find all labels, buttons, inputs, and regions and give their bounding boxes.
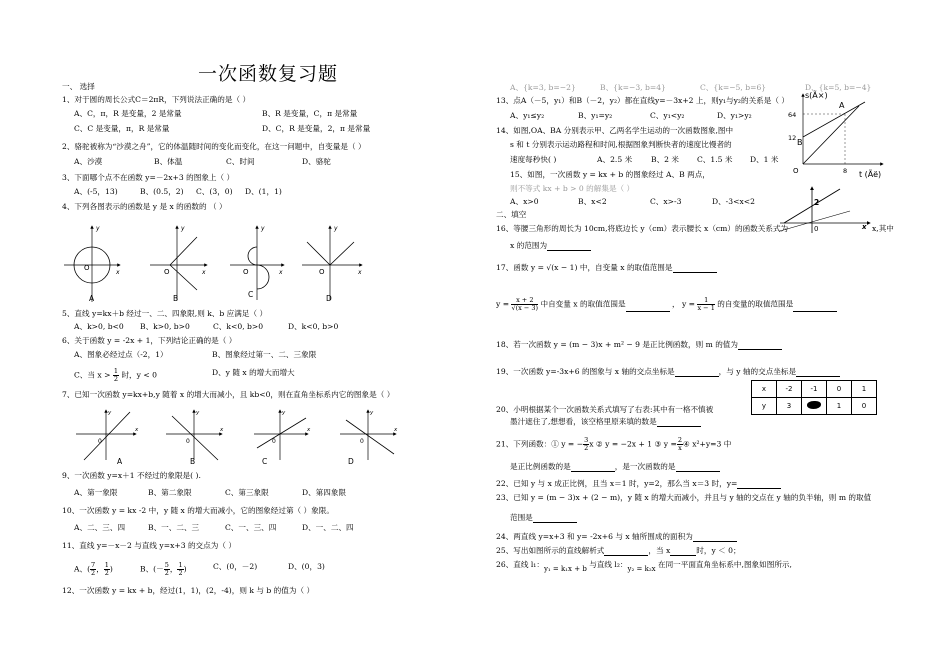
q7-label-a: A xyxy=(117,457,123,466)
answer-blank[interactable] xyxy=(670,547,696,556)
q14-figure xyxy=(783,88,893,183)
table-row: y 3 1 0 xyxy=(752,398,877,415)
svg-text:y: y xyxy=(370,410,374,416)
q12-option-b: B、{k=−3, b=4} xyxy=(600,83,666,92)
table-row: x -2 -1 0 1 xyxy=(752,381,877,398)
answer-blank[interactable] xyxy=(675,368,719,377)
q5: 5、直线 y=kx＋b 经过一、二、四象限,则 k、b 应满足（ ） xyxy=(62,309,268,318)
svg-text:x: x xyxy=(862,223,867,231)
q7-label-b: B xyxy=(190,457,196,466)
q4-graph-d xyxy=(302,225,362,303)
svg-text:x: x xyxy=(394,427,398,433)
q3-option-b: B、(0.5，2) xyxy=(140,187,184,196)
q15-line1: 15、如图，一次函数 y = kx + b 的图象经过 A、B 两点， xyxy=(510,170,710,179)
ink-blot xyxy=(802,398,827,415)
q4a-x: x xyxy=(116,269,120,276)
svg-text:0: 0 xyxy=(98,438,102,445)
q9-option-a: A、第一象限 xyxy=(74,488,118,497)
svg-text:x: x xyxy=(220,427,224,433)
q13: 13、点A（－5，y₁）和B（－2，y₂）都在直线y=－3x+2 上，则y₁与y₂的关系是（ ） xyxy=(496,96,789,105)
q14-option-c: C、1.5 米 xyxy=(697,155,733,164)
q4-graph-c xyxy=(230,225,284,300)
q4-label-c: C xyxy=(248,290,254,299)
answer-blank[interactable] xyxy=(793,303,837,312)
q16-tail: x,其中 xyxy=(872,224,894,233)
svg-text:O: O xyxy=(319,268,325,276)
q4-label-a: A xyxy=(89,294,95,303)
q7-label-c: C xyxy=(262,457,268,466)
q15-option-d: D、-3<x<2 xyxy=(712,197,755,206)
q7: 7、已知一次函数 y=kx+b,y 随着 x 的增大而减小，且 kb<0，则在直角坐标系内它的图象是（ ） xyxy=(62,390,395,399)
q4-figures xyxy=(62,222,382,304)
q21-b: 是正比例函数的是 ，是一次函数的是 xyxy=(510,462,720,472)
svg-text:64: 64 xyxy=(788,111,797,119)
q3-option-a: A、(-5，13) xyxy=(74,187,118,196)
q13-option-a: A、y₁≤y₂ xyxy=(510,111,545,120)
q20-table xyxy=(751,380,877,415)
q11-option-c: C、(0，－2) xyxy=(213,562,258,571)
q17: 17、函数 y = √(x − 1) 中，自变量 x 的取值范围是 xyxy=(496,263,717,273)
answer-blank[interactable] xyxy=(571,463,615,472)
svg-text:O: O xyxy=(243,268,249,276)
q7-graph-a xyxy=(76,410,139,466)
answer-blank[interactable] xyxy=(533,514,577,523)
svg-text:y: y xyxy=(181,225,185,232)
svg-text:x: x xyxy=(358,269,362,276)
q13-option-c: C、y₁<y₂ xyxy=(650,111,685,120)
q17b: y = $\frac{x + 2}{√(x - 3)}$ 中自变量 x 的取值范围是 ， y = $\frac{1}{x - 1}$ 的自变量的取值范围是 xyxy=(496,297,837,312)
svg-text:x: x xyxy=(279,269,283,276)
svg-text:y: y xyxy=(282,410,286,416)
q4-graph-b xyxy=(150,225,207,303)
q19: 19、一次函数 y=-3x+6 的图象与 x 轴的交点坐标是 ，与 y 轴的交点坐标是 xyxy=(496,367,840,377)
answer-blank[interactable] xyxy=(693,533,737,542)
q11-option-d: D、(0，3) xyxy=(288,562,325,571)
q7-figures xyxy=(62,408,402,466)
q10-option-d: D、一、二、四 xyxy=(302,523,354,532)
q14-option-a: A、2.5 米 xyxy=(597,155,633,164)
svg-text:B: B xyxy=(797,138,803,147)
fraction-q17b-1: $\frac{x + 2}{√(x - 3)}$ xyxy=(511,296,539,312)
q18: 18、若一次函数 y = (m − 3)x + m² − 9 是正比例函数，则 m 的值为 xyxy=(496,340,782,350)
q4-label-b: B xyxy=(173,294,179,303)
q14-line1: 14、如图,OA、BA 分别表示甲、乙两名学生运动的一次函数图象,图中 xyxy=(496,126,734,135)
q24: 24、两直线 y=x+3 和 y= -2x+6 与 x 轴所围成的面积为 xyxy=(496,532,737,542)
q11-option-a: A、( $\frac{7}{2}$ ， $\frac{1}{2}$ ) xyxy=(74,561,113,577)
q1-option-b: B、R 是变量，C，π 是常量 xyxy=(262,109,358,118)
q15-line2: 则不等式 kx + b > 0 的解集是（ ） xyxy=(510,184,635,193)
answer-blank[interactable] xyxy=(657,418,701,427)
q1: 1、对于圆的周长公式C＝2πR，下列说法正确的是（ ） xyxy=(62,95,251,104)
q2: 2、骆驼被称为“沙漠之舟”，它的体温随时间的变化而变化，在这一问题中，自变量是（ ） xyxy=(62,142,366,151)
section-fill-in: 二、填空 xyxy=(496,210,527,219)
q14-option-d: D、1 米 xyxy=(750,155,779,164)
answer-blank[interactable] xyxy=(676,463,720,472)
q5-option-a: A、k>0, b<0 xyxy=(74,322,124,331)
svg-text:0: 0 xyxy=(360,438,364,445)
q13-option-b: B、y₁=y₂ xyxy=(578,111,613,120)
q12: 12、一次函数 y = kx + b，经过(1，1)，(2，-4)，则 k 与 b 的值为（ ） xyxy=(62,586,315,595)
q6-option-d: D、y 随 x 的增大而增大 xyxy=(212,368,295,377)
q6-option-b: B、图象经过第一、二、三象限 xyxy=(212,350,317,359)
q7-graph-d xyxy=(340,410,398,466)
q9-option-c: C、第三象限 xyxy=(225,488,269,497)
q11-option-b: B、(－ $\frac{5}{2}$ ， $\frac{1}{2}$ ) xyxy=(140,561,187,577)
q5-option-c: C、k<0, b>0 xyxy=(213,322,264,331)
q15-option-a: A、x>0 xyxy=(510,197,539,206)
svg-text:2: 2 xyxy=(814,198,820,207)
q23: 23、已知 y = (m − 3)x + (2 − m)，y 随 x 的增大而减小，并且与 y 轴的交点在 y 轴的负半轴，则 m 的取值 xyxy=(496,493,872,502)
q3: 3、下面哪个点不在函数 y=－2x+3 的图象上（ ） xyxy=(62,173,235,182)
q20-line1: 20、小明根据某个一次函数关系式填写了右表:其中有一格不慎被 xyxy=(496,405,714,414)
q7-label-d: D xyxy=(348,457,354,466)
q10: 10、一次函数 y = kx -2 中，y 随 x 的增大而减小，它的图象经过第（ ）象限。 xyxy=(62,506,334,515)
svg-text:0: 0 xyxy=(814,225,819,233)
q7-graph-b xyxy=(166,410,224,466)
q6-option-a: A、图象必经过点（-2，1） xyxy=(74,350,168,359)
svg-text:12: 12 xyxy=(788,134,797,142)
q4-graph-a xyxy=(64,225,120,303)
answer-blank[interactable] xyxy=(796,368,840,377)
q12-option-d: D、{k=5, b=−4} xyxy=(805,83,872,92)
svg-text:x: x xyxy=(307,427,311,433)
q6-option-c: C、当 x > $\frac{1}{2}$ 时，y < 0 xyxy=(74,367,157,383)
q2-option-d: D、骆驼 xyxy=(302,157,331,166)
q1-option-a: A、C，π，R 是变量，2 是常量 xyxy=(74,109,182,118)
svg-text:A: A xyxy=(839,101,845,110)
q14-line2: s 和 t 分别表示运动路程和时间,根据图象判断快者的速度比慢者的 xyxy=(510,140,732,149)
q21: 21、下列函数：① y = − $\frac{3}{2}$ x ② y = −2x + 1 ③ y = $\frac{2}{x}$ ④ x²+y=3 中 xyxy=(496,436,732,452)
section-choice: 一、 选择 xyxy=(62,82,95,91)
q1-option-c: C、C 是变量，π，R 是常量 xyxy=(74,124,170,133)
q14-xlabel: t (Ãë) xyxy=(859,170,882,179)
answer-blank[interactable] xyxy=(604,547,648,556)
q9: 9、一次函数 y=x＋1 不经过的象限是( ). xyxy=(62,471,201,480)
q12-option-a: A、{k=3, b=−2} xyxy=(510,83,576,92)
answer-blank[interactable] xyxy=(626,303,670,312)
q2-option-c: C、时间 xyxy=(226,157,255,166)
q5-option-b: B、k>0, b>0 xyxy=(140,322,190,331)
q6: 6、关于函数 y = -2x + 1，下列结论正确的是（ ） xyxy=(62,336,237,345)
q10-option-c: C、一、三、四 xyxy=(225,523,277,532)
svg-text:x: x xyxy=(135,427,139,433)
q9-option-d: D、第四象限 xyxy=(302,488,347,497)
q26: 26、直线 l₁：y₁ = k₁x + b 与直线 l₂：y₂ = k₂x 在同一平面直角坐标系中,图象如图所示, xyxy=(496,560,792,573)
fraction-one-half: $\frac{1}{2}$ xyxy=(113,367,119,383)
q2-option-b: B、体温 xyxy=(154,157,183,166)
svg-text:y: y xyxy=(108,410,112,416)
q4-label-d: D xyxy=(326,294,332,303)
q23-line2: 范围是 xyxy=(510,513,577,523)
q5-option-d: D、k<0, b>0 xyxy=(288,322,339,331)
answer-blank[interactable] xyxy=(547,242,591,251)
q15-option-b: B、x<2 xyxy=(578,197,607,206)
q10-option-a: A、二、三、四 xyxy=(74,523,126,532)
answer-blank[interactable] xyxy=(737,480,781,489)
q11: 11、直线 y=－x－2 与直线 y=x+3 的交点为（ ） xyxy=(62,541,236,550)
q12-option-c: C、{k=−5, b=6} xyxy=(700,83,767,92)
formula-sqrt: y = √(x − 1) xyxy=(530,263,578,272)
q3-option-c: C、(3，0) xyxy=(196,187,233,196)
q13-option-d: D、y₁>y₂ xyxy=(717,111,752,120)
svg-text:x: x xyxy=(202,269,206,276)
page-title: 一次函数复习题 xyxy=(198,63,339,85)
q14-line3: 速度每秒快( ) xyxy=(510,155,557,164)
q16-line1: 16、等腰三角形的周长为 10cm,将底边长 y（cm）表示腰长 x（cm）的函数关系式为 xyxy=(496,224,789,233)
q25: 25、写出如图所示的直线解析式 ，当 x 时，y ＜ 0； xyxy=(496,546,741,555)
svg-text:y: y xyxy=(196,410,200,416)
svg-text:O: O xyxy=(793,167,799,175)
q15-option-c: C、x>-3 xyxy=(650,197,682,206)
q3-option-d: D、(1，1) xyxy=(245,187,282,196)
q14-option-b: B、2 米 xyxy=(651,155,680,164)
q4a-origin: O xyxy=(84,264,90,272)
svg-text:0: 0 xyxy=(186,438,190,445)
svg-text:8: 8 xyxy=(843,167,848,175)
svg-text:0: 0 xyxy=(272,438,276,445)
q4a-y: y xyxy=(96,225,100,232)
fraction-q17b-2: $\frac{1}{x - 1}$ xyxy=(697,296,715,312)
q20-line2: 墨汁遮住了,想想看，该空格里原来填的数是 xyxy=(510,417,701,427)
q10-option-b: B、一、二、三 xyxy=(148,523,200,532)
q9-option-b: B、第二象限 xyxy=(148,488,192,497)
svg-text:y: y xyxy=(261,225,265,232)
answer-blank[interactable] xyxy=(738,341,782,350)
q4: 4、下列各图表示的函数是 y 是 x 的函数的 （ ） xyxy=(62,202,227,211)
q22: 22、已知 y 与 x 成正比例，且当 x＝1 时，y=2，那么当 x＝3 时，y= xyxy=(496,479,781,489)
q1-option-d: D、C，R 是变量，2，π 是常量 xyxy=(262,124,371,133)
svg-text:O: O xyxy=(164,268,170,276)
svg-text:y: y xyxy=(334,225,338,232)
q16-line2: x 的范围为 xyxy=(510,241,591,251)
answer-blank[interactable] xyxy=(673,264,717,273)
q14-ylabel: s(Ã×) xyxy=(805,91,828,100)
q7-graph-c xyxy=(254,410,311,466)
q2-option-a: A、沙漠 xyxy=(74,157,103,166)
